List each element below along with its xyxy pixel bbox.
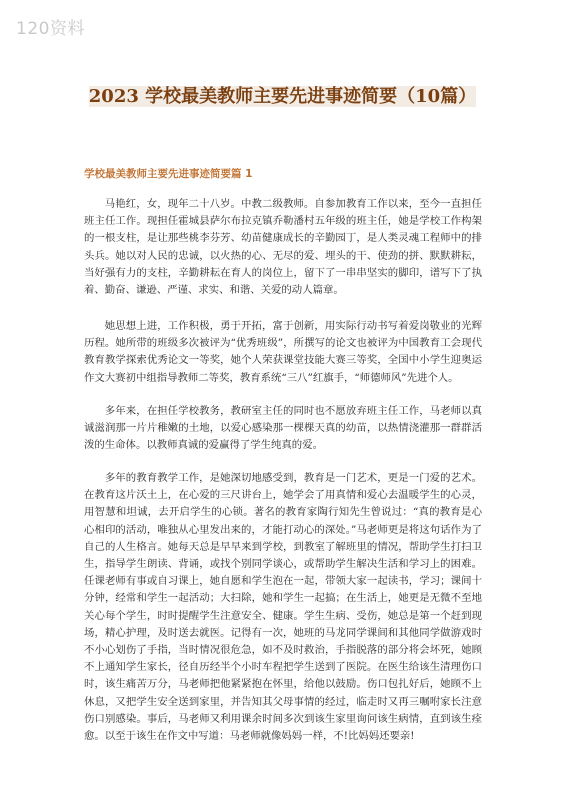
paragraph-3: 多年来，在担任学校教务，教研室主任的同时也不愿放弃班主任工作，马老师以真诚滋润那一片片稚嫩的土地，以爱心感染那一棵棵天真的幼苗，以热情浇灌那一群群活泼的生命体。以教师真诚的爱赢得了学生纯真的爱。 xyxy=(84,405,482,452)
paragraph-4: 多年的教育教学工作，是她深切地感受到，教育是一门艺术，更是一门爱的艺术。在教育这片沃土上，在心爱的三尺讲台上，她学会了用真情和爱心去温暖学生的心灵，用智慧和坦诚，去开启学生的心锁。著名的教育家陶行知先生曾说过：“真的教育是心心相印的活动，唯独从心里发出来的，才能打动心的深处。”马老师更是将这句话作为了自己的人生格言。她每天总是早早来到学校，到教室了解班里的情况，帮助学生打扫卫生，指导学生朗读、背诵，或找个别同学谈心，或帮助学生解决生活和学习上的困难。任课老师有事或自习课上，她自愿和学生泡在一起，带领大家一起读书，学习；课间十分钟，经常和学生一起活动；大扫除，她和学生一起搞；在生活上，她更是无微不至地关心每个学生，时时提醒学生注意安全、健康。学生生病、受伤，她总是第一个赶到现场，精心护理，及时送去就医。记得有一次，她班的马龙同学课间和其他同学做游戏时不小心划伤了手指，当时情况很危急，如不及时救治，手指脱落的部分将会坏死，她顾不上通知学生家长，径自历经半个小时车程把学生送到了医院。在医生给该生清理伤口时，该生痛苦万分，马老师把他紧紧抱在怀里，给他以鼓励。伤口包扎好后，她顾不上休息，又把学生安全送到家里，并告知其父母事情的经过，临走时又再三嘱咐家长注意伤口别感染。事后，马老师又利用课余时间多次到该生家里询问该生病情，直到该生痊愈。以至于该生在作文中写道：马老师就像妈妈一样，不!比妈妈还要亲! xyxy=(84,472,482,743)
document-title-text: 2023 学校最美教师主要先进事迹简要（10篇） xyxy=(88,86,477,108)
paragraph-1: 马艳红，女，现年二十八岁。中教二级教师。自参加教育工作以来，至今一直担任班主任工作。现担任霍城县萨尔布拉克镇乔勒潘村五年级的班主任，她是学校工作构架的一根支柱，是让那些桃李芬芳、幼苗健康成长的辛勤园丁，是人类灵魂工程师中的排头兵。她以对人民的忠诚，以火热的心、无尽的爱、埋头的干、使劲的拼、默默耕耘，当好强有力的支柱，辛勤耕耘在育人的岗位上，留下了一串串坚实的脚印，谱写下了执着、勤奋、谦逊、严谨、求实、和谐、关爱的动人篇章。 xyxy=(84,198,482,297)
paragraph-2: 她思想上进，工作积极，勇于开拓，富于创新，用实际行动书写着爱岗敬业的光辉历程。她所带的班级多次被评为“优秀班级”，所撰写的论文也被评为中国教育工会现代教育教学探索优秀论文一等奖，她个人荣获课堂技能大赛三等奖，全国中小学生迎奥运作文大赛初中组指导教师二等奖，教育系统“三八”红旗手，“师德师风”先进个人。 xyxy=(84,320,482,384)
section-heading: 学校最美教师主要先进事迹简要篇 1 xyxy=(84,168,253,180)
document-title xyxy=(70,84,495,110)
watermark: 120资料 xyxy=(16,19,85,39)
